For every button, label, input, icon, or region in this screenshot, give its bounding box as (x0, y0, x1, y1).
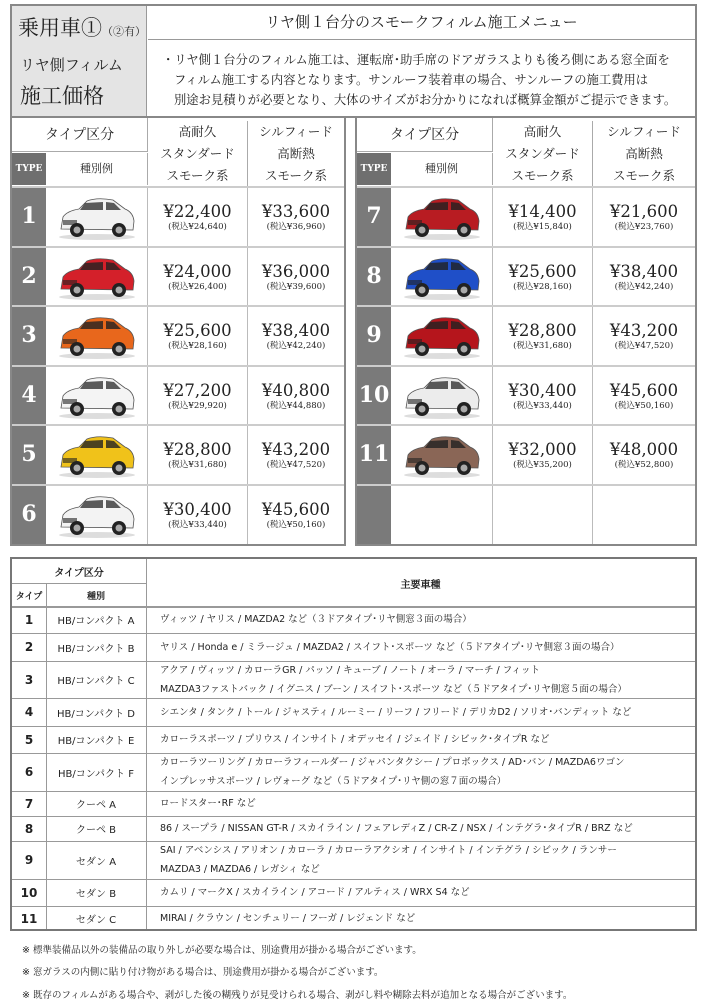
models-cell (160, 879, 691, 906)
type-number: 10 (357, 367, 391, 425)
kind: セダン B (75, 889, 117, 900)
type-number (357, 486, 391, 544)
header-line: 高耐久 (523, 124, 562, 139)
type-number: 7 (357, 188, 391, 246)
header-standard (148, 121, 248, 187)
type-number: 2 (12, 248, 46, 306)
price-row (12, 305, 344, 365)
note: ※ 窓ガラスの内側に貼り付け物がある場合は、別途費用が掛かる場合がございます。 (22, 967, 384, 978)
type-number: 6 (12, 486, 46, 544)
header-line: 高断熱 (277, 146, 315, 161)
page-title (18, 12, 146, 42)
standard-price-tax: (税込¥15,840) (513, 222, 572, 232)
type-header: TYPE (12, 153, 46, 185)
price-row (12, 186, 344, 246)
silphide-price-tax: (税込¥47,520) (266, 460, 326, 471)
price-row (357, 424, 695, 484)
header-standard (493, 121, 593, 187)
type-number: 8 (24, 821, 34, 836)
models-line: 86 / スープラ / NISSAN GT-R / スカイライン / フェアレディZ / CR-Z / NSX / インテグラ･タイプR / BRZ など (160, 823, 633, 834)
silphide-price-tax: (税込¥50,160) (614, 400, 674, 411)
kind: HB/コンパクト E (57, 736, 135, 747)
type-number: 1 (24, 612, 34, 627)
silphide-price: ¥33,600 (261, 202, 331, 221)
silphide-price-cell (593, 426, 695, 484)
standard-price-tax: (税込¥33,440) (513, 400, 572, 411)
kind: セダン C (75, 915, 117, 926)
car-image (46, 307, 148, 365)
header-example: 種別例 (46, 153, 148, 185)
type-number: 7 (24, 796, 34, 811)
car-image (46, 248, 148, 306)
type-number: 4 (24, 705, 34, 719)
standard-price-cell (148, 426, 248, 484)
kind: クーペ A (75, 800, 117, 811)
subtitle-2: 施工価格 (20, 84, 104, 108)
kind: HB/コンパクト D (57, 708, 135, 720)
note: ※ 既存のフィルムがある場合や、剥がした後の糊残りが見受けられる場合、剥がし料や糊除去料が追加となる場合がございます。 (22, 990, 573, 1001)
car-icon (55, 255, 139, 301)
car-icon (55, 374, 139, 420)
header-type-group: タイプ区分 (12, 118, 148, 152)
standard-price: ¥32,000 (508, 440, 577, 460)
type-number: 8 (357, 248, 391, 306)
type-header: TYPE (357, 153, 391, 185)
subtitle: リヤ側フィルム (20, 56, 123, 74)
price-row (357, 365, 695, 425)
standard-price-tax: (税込¥28,160) (513, 281, 572, 292)
standard-price-cell (148, 307, 248, 365)
silphide-price: ¥45,600 (261, 500, 331, 519)
car-icon (55, 433, 139, 479)
type-number: 11 (20, 911, 38, 926)
silphide-price-cell (248, 486, 344, 544)
car-image (391, 307, 493, 365)
standard-price: ¥25,600 (508, 261, 577, 281)
price-table-right (355, 118, 697, 546)
standard-price: ¥30,400 (163, 500, 232, 519)
header-line: 高断熱 (625, 146, 663, 161)
models-cell (160, 906, 691, 931)
standard-price-tax: (税込¥28,160) (168, 341, 227, 352)
price-row (357, 305, 695, 365)
price-row (12, 365, 344, 425)
models-line: アクア / ヴィッツ / カローラGR / パッソ / キューブ / ノート / オーラ / マーチ / フィット (160, 664, 541, 676)
car-icon (55, 493, 139, 539)
standard-price-tax: (税込¥31,680) (513, 341, 572, 352)
silphide-price-cell (248, 426, 344, 484)
car-image (46, 367, 148, 425)
type-number: 1 (12, 188, 46, 246)
header-silphide (593, 121, 695, 187)
type-number: 6 (24, 765, 34, 779)
models-cell (160, 791, 691, 816)
car-icon (400, 374, 484, 420)
silphide-price: ¥43,200 (609, 321, 679, 341)
header-models: 主要車種 (400, 579, 441, 591)
silphide-price-cell (593, 248, 695, 306)
models-line: インプレッサスポーツ / レヴォーグ など（５ドアタイプ･リヤ側の窓７面の場合） (160, 776, 507, 787)
models-cell (160, 606, 691, 633)
standard-price: ¥24,000 (163, 261, 232, 281)
standard-price-cell (493, 367, 593, 425)
kind: クーペ B (75, 825, 117, 836)
header-line: スモーク系 (264, 168, 327, 183)
kind: HB/コンパクト B (57, 643, 135, 655)
models-line: シエンタ / タンク / トール / ジャスティ / ルーミー / リーフ / フリード / デリカD2 / ソリオ･バンディット など (160, 706, 632, 718)
models-line: カムリ / マークX / スカイライン / アコード / アルティス / WRX S4 など (160, 887, 470, 898)
menu-title: リヤ側１台分のスモークフィルム施工メニュー (148, 6, 695, 40)
divider (12, 583, 146, 584)
header-type-group: タイプ区分 (54, 567, 104, 579)
description-line: ・リヤ側１台分のフィルム施工は、運転席･助手席のドアガラスよりも後ろ側にある窓全面を (162, 53, 670, 67)
silphide-price-tax: (税込¥23,760) (614, 222, 674, 232)
silphide-price-cell (248, 307, 344, 365)
silphide-price-cell (593, 188, 695, 246)
car-icon (400, 195, 484, 241)
standard-price-cell (148, 248, 248, 306)
car-icon (400, 255, 484, 301)
silphide-price-tax: (税込¥52,800) (614, 460, 674, 471)
standard-price: ¥27,200 (163, 380, 232, 400)
car-image (46, 486, 148, 544)
car-image (391, 426, 493, 484)
header-example: 種別例 (391, 153, 493, 185)
price-row (357, 484, 695, 544)
standard-price-tax: (税込¥26,400) (168, 281, 227, 292)
silphide-price-cell (248, 367, 344, 425)
header-line: スタンダード (505, 146, 580, 161)
header-line: シルフィード (259, 124, 333, 139)
standard-price: ¥28,800 (508, 321, 577, 341)
models-cell (160, 633, 691, 661)
divider (146, 559, 147, 929)
models-line: カローラツーリング / カローラフィールダー / ジャパンタクシー / プロボックス / AD･バン / MAZDA6ワゴン (160, 757, 625, 768)
header-type: タイプ (15, 591, 43, 602)
car-image (391, 188, 493, 246)
type-number: 9 (24, 853, 34, 867)
silphide-price-cell (248, 248, 344, 306)
standard-price: ¥25,600 (163, 321, 232, 341)
car-image (391, 367, 493, 425)
price-row (12, 484, 344, 544)
standard-price-cell (493, 426, 593, 484)
header-line: 高耐久 (178, 124, 217, 139)
standard-price-cell (148, 486, 248, 544)
title-text: 乗用車① (18, 16, 102, 40)
price-table-left (10, 118, 346, 546)
models-cell (160, 698, 691, 726)
header-line: シルフィード (607, 124, 681, 139)
header-silphide (248, 121, 344, 187)
models-line: ヴィッツ / ヤリス / MAZDA2 など（３ドアタイプ･リヤ側窓３面の場合） (160, 614, 472, 625)
header-line: スタンダード (160, 146, 235, 161)
silphide-price-tax: (税込¥42,240) (614, 281, 674, 292)
note: ※ 標準装備品以外の装備品の取り外しが必要な場合は、別途費用が掛かる場合がございます。 (22, 945, 422, 956)
title-panel (12, 6, 147, 116)
price-row (357, 246, 695, 306)
kind: HB/コンパクト F (58, 768, 134, 780)
silphide-price-cell (248, 188, 344, 246)
standard-price: ¥28,800 (163, 440, 232, 460)
standard-price: ¥14,400 (508, 202, 577, 221)
silphide-price-cell (593, 307, 695, 365)
silphide-price-tax: (税込¥44,880) (266, 400, 326, 411)
silphide-price-tax: (税込¥39,600) (266, 281, 326, 292)
type-number: 3 (12, 307, 46, 365)
header-line: スモーク系 (511, 168, 574, 183)
car-image (46, 426, 148, 484)
header-box (10, 4, 697, 118)
type-number: 9 (357, 307, 391, 365)
model-table (10, 557, 697, 931)
price-row (12, 246, 344, 306)
car-image (391, 248, 493, 306)
standard-price-cell (493, 248, 593, 306)
silphide-price: ¥43,200 (261, 440, 331, 460)
description-line: 別途お見積りが必要となり、大体のサイズがお分かりになれば概算金額がご提示できます。 (174, 93, 677, 107)
type-number: 4 (12, 367, 46, 425)
car-icon (400, 433, 484, 479)
silphide-price-tax: (税込¥50,160) (266, 520, 326, 530)
price-row (357, 186, 695, 246)
type-number: 5 (24, 732, 34, 747)
models-line: ヤリス / Honda e / ミラージュ / MAZDA2 / スイフト･スポーツ など（５ドアタイプ･リヤ側窓３面の場合） (160, 641, 620, 653)
car-icon (400, 314, 484, 360)
standard-price: ¥22,400 (163, 202, 232, 221)
silphide-price: ¥40,800 (261, 380, 331, 400)
silphide-price-tax: (税込¥36,960) (266, 222, 326, 232)
models-cell (160, 753, 691, 791)
kind: セダン A (75, 856, 117, 868)
type-number: 3 (24, 672, 34, 687)
silphide-price: ¥36,000 (261, 261, 331, 281)
standard-price-tax: (税込¥29,920) (168, 400, 227, 411)
models-line: SAI / アベンシス / アリオン / カローラ / カローラアクシオ / インサイト / インテグラ / シビック / ランサー (160, 845, 617, 856)
standard-price-cell (148, 188, 248, 246)
silphide-price-tax: (税込¥47,520) (614, 341, 674, 352)
models-cell (160, 726, 691, 753)
silphide-price: ¥45,600 (609, 380, 679, 400)
type-number: 5 (12, 426, 46, 484)
kind: HB/コンパクト A (57, 616, 135, 627)
price-row (12, 424, 344, 484)
silphide-price: ¥38,400 (609, 261, 679, 281)
car-icon (55, 195, 139, 241)
car-image (46, 188, 148, 246)
header-line: スモーク系 (166, 168, 229, 183)
models-line: MIRAI / クラウン / センチュリー / フーガ / レジェンド など (160, 913, 416, 924)
description (162, 50, 687, 110)
header-kind: 種別 (86, 591, 105, 602)
title-sub: （②有） (102, 25, 146, 38)
models-cell (160, 841, 691, 879)
kind: HB/コンパクト C (57, 676, 135, 687)
standard-price-tax: (税込¥33,440) (168, 520, 227, 530)
standard-price-tax: (税込¥31,680) (168, 460, 227, 471)
models-line: カローラスポーツ / プリウス / インサイト / オデッセイ / ジェイド / シビック･タイプR など (160, 734, 550, 745)
type-number: 10 (20, 885, 38, 900)
type-number: 11 (357, 426, 391, 484)
silphide-price: ¥48,000 (609, 440, 679, 460)
car-icon (55, 314, 139, 360)
standard-price: ¥30,400 (508, 380, 577, 400)
silphide-price: ¥21,600 (609, 202, 679, 221)
car-image (391, 486, 493, 544)
silphide-price: ¥38,400 (261, 321, 331, 341)
type-number: 2 (24, 640, 34, 654)
models-cell (160, 661, 691, 698)
standard-price-cell (493, 188, 593, 246)
silphide-price-tax: (税込¥42,240) (266, 341, 326, 352)
header-type-group: タイプ区分 (357, 118, 493, 152)
header-line: スモーク系 (612, 168, 675, 183)
standard-price-tax: (税込¥35,200) (513, 460, 572, 471)
standard-price-cell (493, 307, 593, 365)
silphide-price-cell (593, 367, 695, 425)
standard-price-cell (493, 486, 593, 544)
silphide-price-cell (593, 486, 695, 544)
models-line: ロードスター･RF など (160, 798, 256, 809)
standard-price-tax: (税込¥24,640) (168, 222, 227, 232)
description-line: フィルム施工する内容となります。サンルーフ装着車の場合、サンルーフの施工費用は (174, 73, 649, 87)
models-line: MAZDA3ファストバック / イグニス / ブーン / スイフト･スポーツ など（５ドアタイプ･リヤ側窓５面の場合） (160, 683, 627, 695)
standard-price-cell (148, 367, 248, 425)
models-line: MAZDA3 / MAZDA6 / レガシィ など (160, 864, 320, 875)
models-cell (160, 816, 691, 841)
